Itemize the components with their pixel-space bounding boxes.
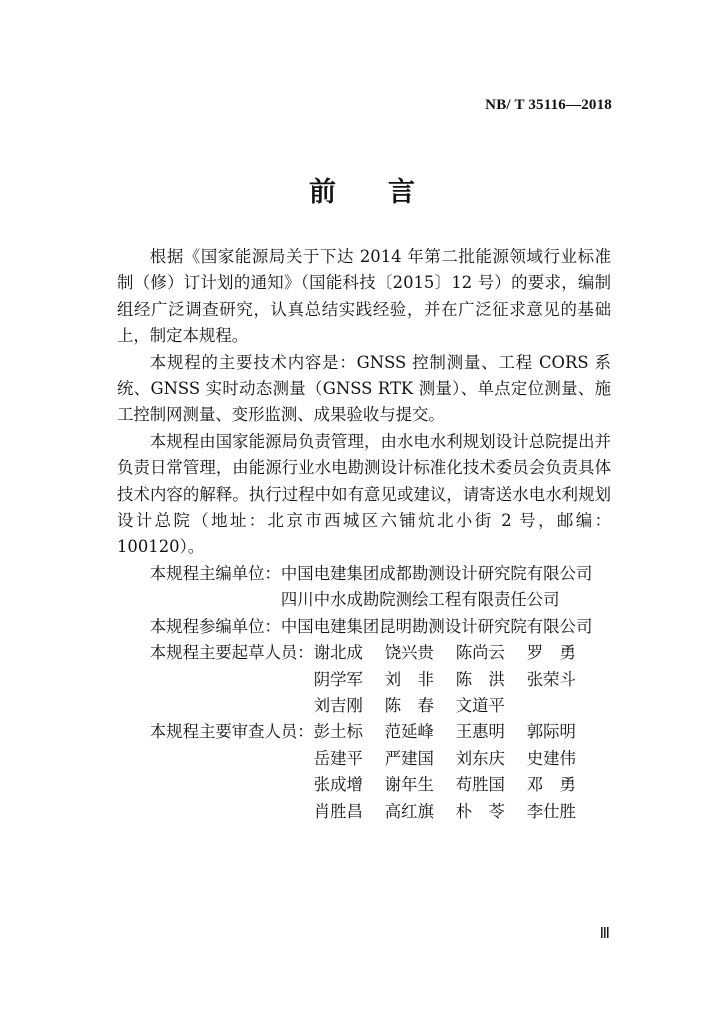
title-char-1: 前 <box>309 177 336 208</box>
title-char-2: 言 <box>388 177 415 208</box>
reviewer-name: 严建国 <box>384 748 434 768</box>
drafter-name: 文道平 <box>455 695 505 715</box>
drafter-name: 张荣斗 <box>526 669 576 689</box>
paragraph-management: 本规程由国家能源局负责管理，由水电水利规划设计总院提出并负责日常管理，由能源行业水电勘测设计标准化技术委员会负责具体技术内容的解释。执行过程中如有意见或建议，请寄送水电水利规划设计总院（地址：北京市西城区六铺炕北小街 2 号，邮编：100120）。 <box>117 431 611 557</box>
participating-units-row <box>117 614 611 640</box>
reviewer-name: 王惠明 <box>455 722 505 742</box>
participating-unit: 中国电建集团昆明勘测设计研究院有限公司 <box>280 616 593 636</box>
drafter-name: 陈尚云 <box>455 643 505 663</box>
drafter-name: 饶兴贵 <box>384 643 434 663</box>
chief-units-label: 本规程主编单位： <box>149 563 281 583</box>
reviewers-label: 本规程主要审查人员： <box>149 722 314 742</box>
reviewer-name: 苟胜国 <box>455 775 505 795</box>
reviewer-name: 刘东庆 <box>455 748 505 768</box>
page-number: Ⅲ <box>599 926 610 942</box>
drafters-row <box>117 640 611 719</box>
reviewer-name: 彭土标 <box>313 722 363 742</box>
drafter-name: 陈 春 <box>384 695 434 715</box>
reviewer-name: 邓 勇 <box>526 775 576 795</box>
reviewer-name: 朴 苓 <box>455 801 505 821</box>
reviewer-name: 谢年生 <box>384 775 434 795</box>
standard-code: NB/ T 35116—2018 <box>485 97 612 113</box>
chief-unit: 中国电建集团成都勘测设计研究院有限公司 <box>280 563 593 583</box>
reviewer-name: 岳建平 <box>313 748 363 768</box>
participating-units-list <box>281 614 611 640</box>
reviewer-name: 高红旗 <box>384 801 434 821</box>
reviewers-list <box>314 719 611 825</box>
reviewer-name: 肖胜昌 <box>313 801 363 821</box>
chief-units-list <box>281 561 611 614</box>
reviewer-name: 范延峰 <box>384 722 434 742</box>
reviewer-name: 郭际明 <box>526 722 576 742</box>
drafter-name: 谢北成 <box>313 643 363 663</box>
page-title <box>0 170 724 209</box>
drafter-name: 陈 洪 <box>455 669 505 689</box>
participating-units-label: 本规程参编单位： <box>149 616 281 636</box>
paragraph-contents: 本规程的主要技术内容是：GNSS 控制测量、工程 CORS 系统、GNSS 实时动态测量（GNSS RTK 测量）、单点定位测量、施工控制网测量、变形监测、成果验收与提交。 <box>117 352 611 425</box>
chief-unit: 四川中水成勘院测绘工程有限责任公司 <box>280 590 560 610</box>
reviewer-name: 张成增 <box>313 775 363 795</box>
drafter-name: 阴学军 <box>313 669 363 689</box>
reviewers-row <box>117 719 611 825</box>
paragraph-basis: 根据《国家能源局关于下达 2014 年第二批能源领域行业标准制（修）订计划的通知》（国能科技〔2015〕12 号）的要求，编制组经广泛调查研究，认真总结实践经验，并在广泛征求意见的基础上，制定本规程。 <box>117 247 611 346</box>
drafter-name: 罗 勇 <box>526 643 576 663</box>
chief-units-row <box>117 561 611 614</box>
reviewer-name: 史建伟 <box>526 748 576 768</box>
drafters-list <box>314 640 611 719</box>
document-body <box>117 244 611 825</box>
drafter-name: 刘 非 <box>384 669 434 689</box>
drafters-label: 本规程主要起草人员： <box>149 643 314 663</box>
drafter-name: 刘吉刚 <box>313 695 363 715</box>
reviewer-name: 李仕胜 <box>526 801 576 821</box>
